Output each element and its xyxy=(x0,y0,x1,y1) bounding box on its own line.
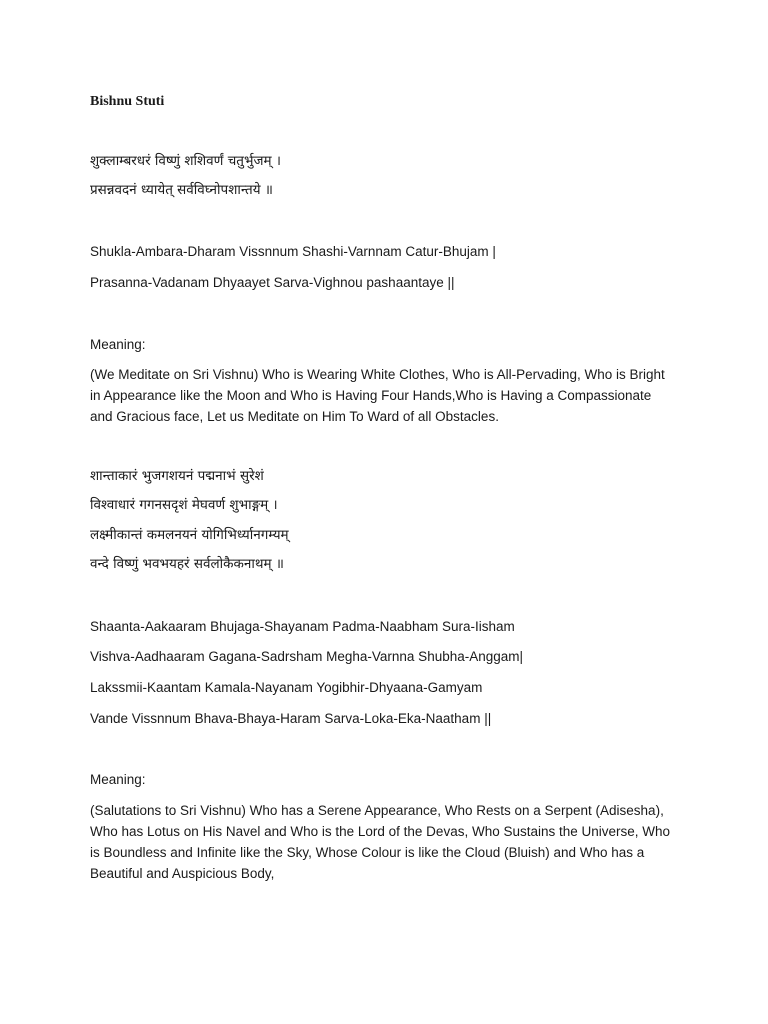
verse1-meaning-line-2: in Appearance like the Moon and Who is Having Four Hands,Who is Having a Compassionate xyxy=(90,388,652,403)
verse2-meaning-line-2: Who has Lotus on His Navel and Who is the Lord of the Devas, Who Sustains the Universe, Who xyxy=(90,824,671,839)
verse1-meaning-line-1: (We Meditate on Sri Vishnu) Who is Wearing White Clothes, Who is All-Pervading, Who is Bright xyxy=(90,367,665,382)
verse2-sanskrit-line-1: शान्ताकारं भुजगशयनं पद्मनाभं सुरेशं xyxy=(90,468,264,484)
verse1-transliteration-line-2: Prasanna-Vadanam Dhyaayet Sarva-Vighnou pashaantaye || xyxy=(90,275,455,290)
verse2-meaning-line-3: is Boundless and Infinite like the Sky, Whose Colour is like the Cloud (Bluish) and Who has a xyxy=(90,845,645,860)
document-title: Bishnu Stuti xyxy=(90,94,165,109)
verse1-meaning-line-3: and Gracious face, Let us Meditate on Him To Ward of all Obstacles. xyxy=(90,409,499,424)
verse1-meaning-heading: Meaning: xyxy=(90,337,146,352)
verse1-meaning-paragraph xyxy=(90,364,680,427)
verse2-transliteration-line-2: Vishva-Aadhaaram Gagana-Sadrsham Megha-Varnna Shubha-Anggam| xyxy=(90,649,524,664)
verse1-transliteration-line-1: Shukla-Ambara-Dharam Vissnnum Shashi-Varnnam Catur-Bhujam | xyxy=(90,244,496,259)
verse2-meaning-line-1: (Salutations to Sri Vishnu) Who has a Serene Appearance, Who Rests on a Serpent (Adisesha), xyxy=(90,803,664,818)
verse1-sanskrit-line-1: शुक्लाम्बरधरं विष्णुं शशिवर्णं चतुर्भुजम् । xyxy=(90,153,281,169)
verse2-meaning-line-4: Beautiful and Auspicious Body, xyxy=(90,866,275,881)
verse2-meaning-paragraph xyxy=(90,800,680,884)
verse2-sanskrit-line-3: लक्ष्मीकान्तं कमलनयनं योगिभिर्ध्यानगम्यम् xyxy=(90,527,289,543)
verse2-transliteration-line-4: Vande Vissnnum Bhava-Bhaya-Haram Sarva-Loka-Eka-Naatham || xyxy=(90,711,492,726)
verse2-transliteration-line-1: Shaanta-Aakaaram Bhujaga-Shayanam Padma-Naabham Sura-Iisham xyxy=(90,619,515,634)
verse1-sanskrit-line-2: प्रसन्नवदनं ध्यायेत् सर्वविघ्नोपशान्तये ॥ xyxy=(90,182,273,198)
verse2-sanskrit-line-4: वन्दे विष्णुं भवभयहरं सर्वलोकैकनाथम् ॥ xyxy=(90,556,284,572)
verse2-transliteration-line-3: Lakssmii-Kaantam Kamala-Nayanam Yogibhir-Dhyaana-Gamyam xyxy=(90,680,483,695)
verse2-meaning-heading: Meaning: xyxy=(90,772,146,787)
verse2-sanskrit-line-2: विश्वाधारं गगनसदृशं मेघवर्ण शुभाङ्गम् । xyxy=(90,497,278,513)
